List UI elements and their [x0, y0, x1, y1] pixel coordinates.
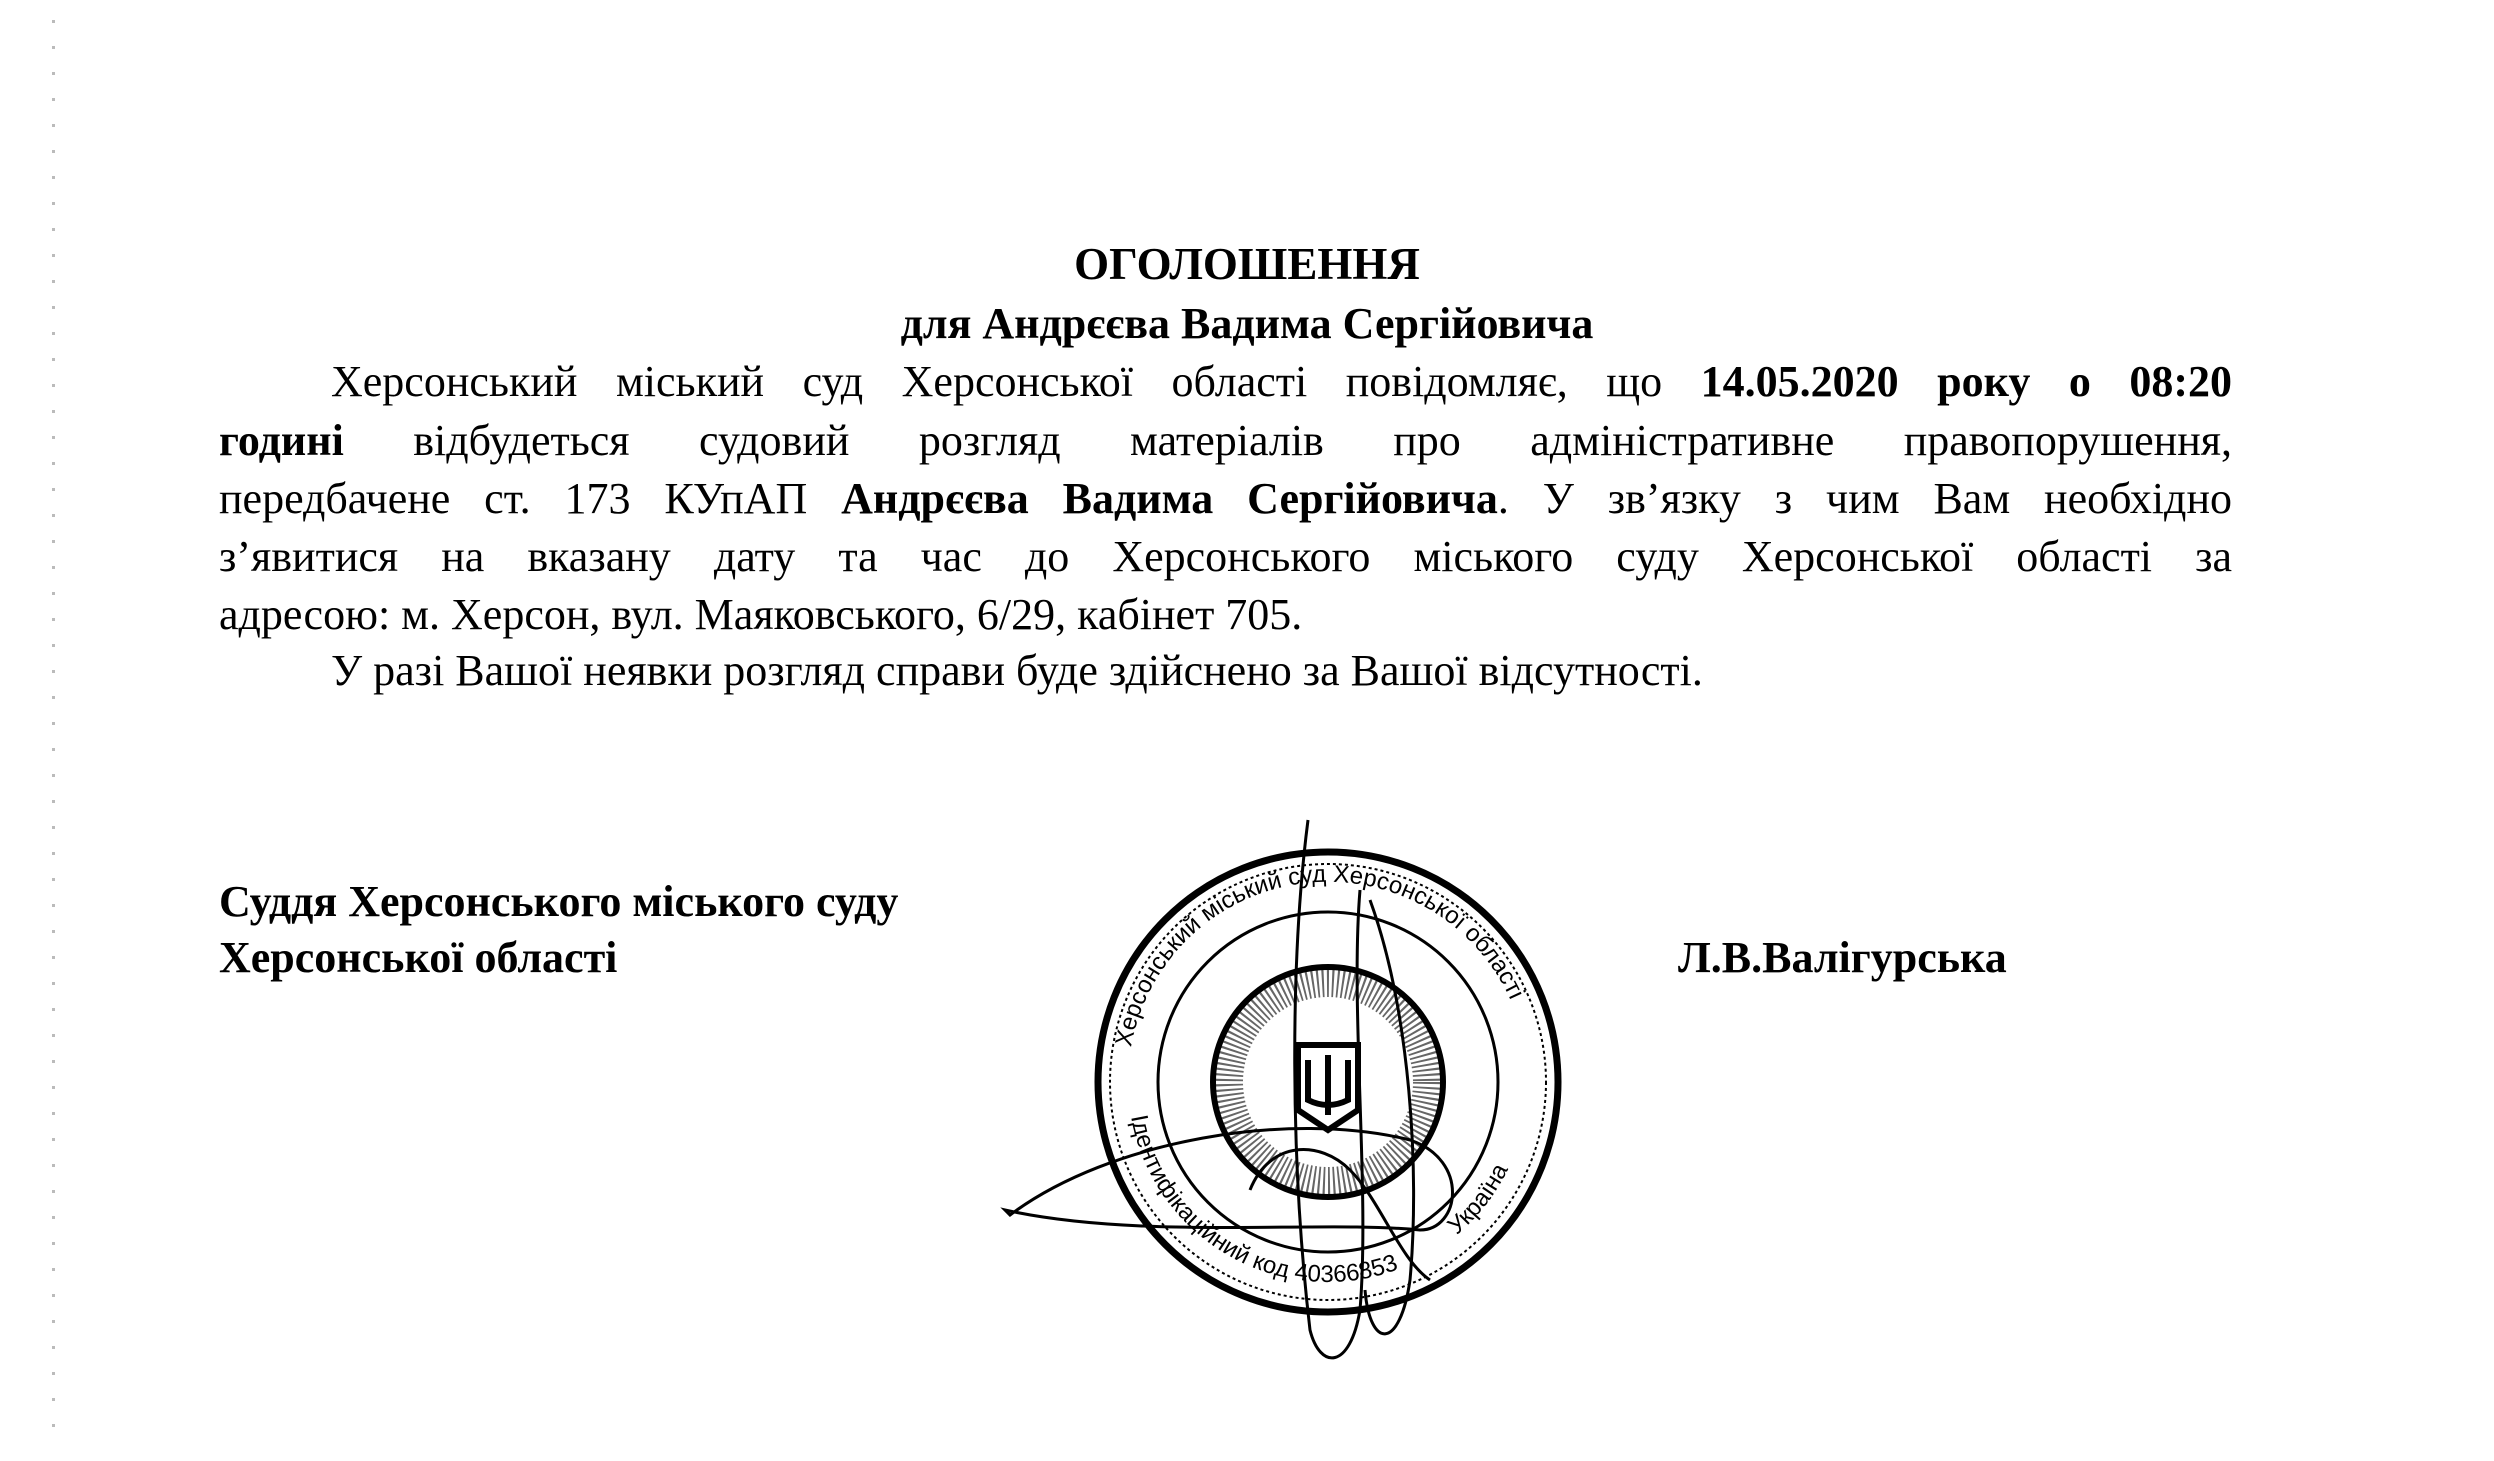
person-name: Андрєєва Вадима Сергійовича: [841, 474, 1498, 523]
tryzub-icon: [1298, 1045, 1358, 1130]
judge-position-line2: Херсонської області: [219, 933, 618, 982]
seal-outer-text: Херсонський міський суд Херсонської області: [1110, 860, 1530, 1049]
body-line: У разі Вашої неявки розгляд справи буде здійснено за Вашої відсутності.: [331, 646, 1703, 695]
text: . У зв’язку з чим Вам необхідно: [1497, 474, 2232, 523]
court-seal: [990, 810, 1590, 1370]
document-title: ОГОЛОШЕННЯ: [1074, 239, 1420, 289]
body-line: [219, 474, 2232, 523]
text: Херсонський міський суд Херсонської області повідомляє, що: [331, 357, 1701, 406]
judge-name: Л.В.Валігурська: [1678, 933, 2007, 982]
body-line: [219, 416, 2232, 465]
hearing-time-suffix: годині: [219, 416, 344, 465]
text: з’явитися на вказану дату та час до Херсонського міського суду Херсонської області за: [219, 532, 2232, 581]
body-line: адресою: м. Херсон, вул. Маяковського, 6/29, кабінет 705.: [219, 590, 1303, 639]
body-line: [219, 532, 2232, 581]
text: передбачене ст. 173 КУпАП: [219, 474, 842, 523]
document-subtitle: для Андрєєва Вадима Сергійовича: [900, 299, 1594, 348]
scan-margin-dots: [52, 20, 55, 1440]
seal-code-text: Ідентифікаційний код 40366853: [1125, 1112, 1401, 1289]
body-line: [219, 357, 2232, 406]
hearing-date: 14.05.2020 року о 08:20: [1700, 357, 2232, 406]
judge-position-line1: Суддя Херсонського міського суду: [219, 877, 899, 926]
seal-country-text: Україна: [1442, 1159, 1514, 1240]
text: відбудеться судовий розгляд матеріалів про адміністративне правопорушення,: [343, 416, 2232, 465]
